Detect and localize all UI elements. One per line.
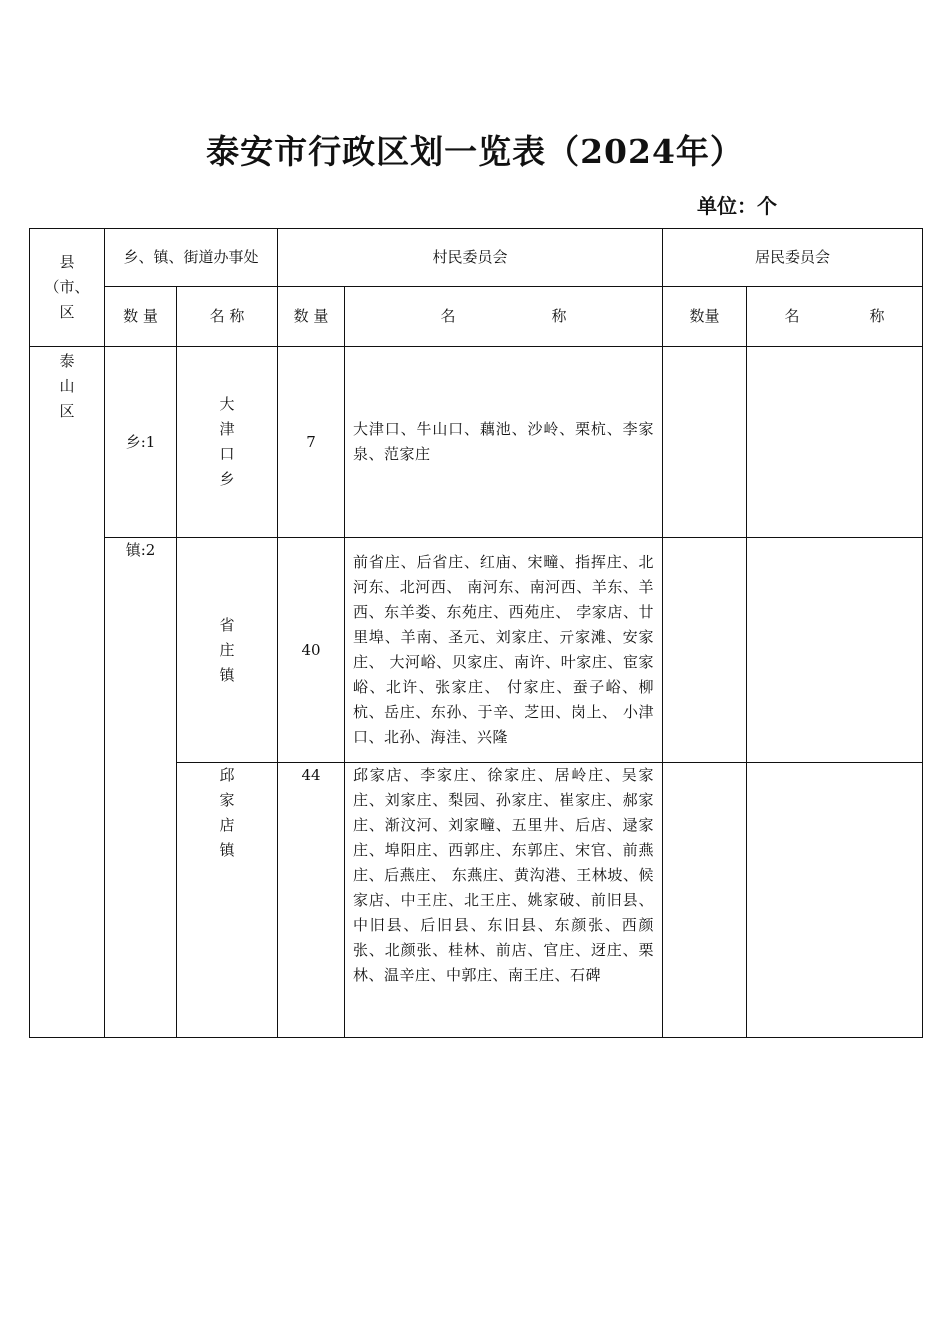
towns-name-header: 名 称 xyxy=(177,287,278,347)
residents-name-header-right: 称 xyxy=(869,307,885,325)
villages-name-header-left: 名 xyxy=(440,307,456,325)
villages-name-header xyxy=(345,287,663,347)
village-names: 邱家店、李家庄、徐家庄、居岭庄、吴家庄、刘家庄、梨园、孙家庄、崔家庄、郝家庄、渐汶河、刘家疃、五里井、后店、逯家庄、埠阳庄、西郭庄、东郭庄、宋官、前燕庄、后燕庄、 东燕庄、黄沟港、王林坡、候家店、中王庄、北王庄、姚家破、前旧县、中旧县、后旧县、东旧县、东颜张、西颜张、北颜张、桂林、前店、官庄、迓庄、栗林、温辛庄、中郭庄、南王庄、石碑 xyxy=(345,763,663,1038)
resident-count xyxy=(663,763,747,1038)
unit-name-char: 镇 xyxy=(219,665,235,684)
unit-name-char: 镇 xyxy=(219,841,235,859)
unit-name-char: 大 xyxy=(219,395,235,413)
village-count: 44 xyxy=(278,763,345,1038)
residents-name-header xyxy=(747,287,923,347)
district-name-char: 区 xyxy=(59,402,75,420)
resident-names xyxy=(747,538,923,763)
village-names: 前省庄、后省庄、红庙、宋疃、指挥庄、北河东、北河西、 南河东、南河西、羊东、羊西、东羊娄、东苑庄、西苑庄、 孛家店、廿里埠、羊南、圣元、刘家庄、亓家滩、安家庄、 大河峪、贝家庄、南许、叶家庄、宦家峪、北许、张家庄、 付家庄、蚕子峪、柳杭、岳庄、东孙、于辛、芝田、岗上、 小津口、北孙、海洼、兴隆 xyxy=(345,538,663,763)
village-count: 40 xyxy=(278,538,345,763)
village-count: 7 xyxy=(278,347,345,538)
unit-name-char: 家 xyxy=(219,791,235,809)
resident-names xyxy=(747,347,923,538)
resident-count xyxy=(663,538,747,763)
division-table xyxy=(29,228,923,1038)
unit-name-char: 口 xyxy=(219,445,235,463)
table-row xyxy=(30,347,923,538)
group-type-label: 镇:2 xyxy=(105,538,177,1038)
county-header-line: 县 xyxy=(59,253,75,271)
group-type-label: 乡:1 xyxy=(105,347,177,538)
unit-name xyxy=(177,538,278,763)
unit-label: 单位：个 xyxy=(697,194,777,218)
unit-name-char: 津 xyxy=(219,420,235,438)
residents-name-header-left: 名 xyxy=(784,307,800,325)
unit-name-char: 庄 xyxy=(219,640,235,659)
resident-count xyxy=(663,347,747,538)
county-header-line: （市、 xyxy=(44,278,90,296)
unit-name xyxy=(177,763,278,1038)
villages-name-header-right: 称 xyxy=(551,307,567,325)
district-name-char: 泰 xyxy=(59,352,75,370)
header-row-2 xyxy=(30,287,923,347)
district-name-char: 山 xyxy=(59,377,75,395)
villages-count-header: 数 量 xyxy=(278,287,345,347)
unit-name-char: 邱 xyxy=(219,766,235,784)
district-name xyxy=(30,347,105,1038)
unit-name xyxy=(177,347,278,538)
page-title: 泰安市行政区划一览表（2024年） xyxy=(206,132,744,171)
towns-count-header: 数 量 xyxy=(105,287,177,347)
residents-header: 居民委员会 xyxy=(663,229,923,287)
header-row-1 xyxy=(30,229,923,287)
unit-name-char: 店 xyxy=(219,816,235,834)
residents-count-header: 数量 xyxy=(663,287,747,347)
villages-header: 村民委员会 xyxy=(278,229,663,287)
table-row xyxy=(30,538,923,763)
resident-names xyxy=(747,763,923,1038)
village-names: 大津口、牛山口、藕池、沙岭、栗杭、李家泉、范家庄 xyxy=(345,347,663,538)
unit-name-char: 乡 xyxy=(219,470,235,488)
unit-name-char: 省 xyxy=(219,615,235,634)
county-header-line: 区 xyxy=(59,303,75,321)
county-header xyxy=(30,229,105,347)
towns-header: 乡、镇、街道办事处 xyxy=(105,229,278,287)
